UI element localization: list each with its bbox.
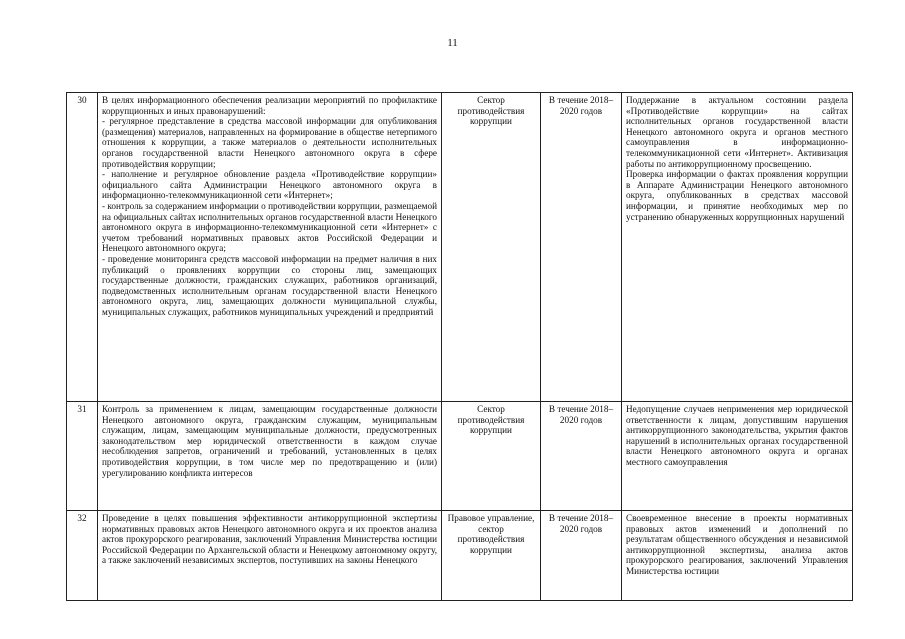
- result-text: Недопущение случаев неприменения мер юридической ответственности к лицам, допустившим нарушения антикоррупционного законодательства, укрытия фактов нарушений в исполнительных органах государственной власти Ненецкого автономного округа и органах местного самоуправления: [626, 404, 848, 467]
- deadline: В течение 2018–2020 годов: [541, 93, 622, 402]
- deadline: В течение 2018–2020 годов: [541, 402, 622, 511]
- event-description: [98, 402, 442, 511]
- table-row: [67, 93, 853, 402]
- expected-result: [622, 402, 853, 511]
- event-text: В целях информационного обеспечения реализации мероприятий по профилактике коррупционных и иных правонарушений: - регулярное представление в средства массовой информации для опубликования (размещения) материалов, направленных на формирование в обществе нетерпимого отношения к коррупции, а также материалов о деятельности исполнительных органов государственной власти Ненецкого автономного округа в сфере противодействия коррупции; - наполнение и регулярное обновление раздела «Противодействие коррупции» официального сайта Администрации Ненецкого автономного округа в информационно-телекоммуникационной сети «Интернет»; - контроль за содержанием информации о противодействии коррупции, размещаемой на официальных сайтах исполнительных органов государственной власти Ненецкого автономного округа в информационно-телекоммуникационной сети «Интернет» с учетом требований нормативных правовых актов Российской Федерации и Ненецкого автономного округа; - проведение мониторинга средств массовой информации на предмет наличия в них публикаций о проявлениях коррупции со стороны лиц, замещающих государственные должности, гражданских служащих, работников организаций, подведомственных исполнительным органам государственной власти Ненецкого автономного округа, лиц, замещающих должности муниципальной службы, муниципальных служащих, работников муниципальных учреждений и предприятий: [102, 95, 437, 317]
- table-row: [67, 511, 853, 601]
- row-number: 32: [67, 511, 98, 601]
- measures-table: [66, 92, 853, 601]
- deadline: В течение 2018–2020 годов: [541, 511, 622, 601]
- executor: Сектор противодействия коррупции: [442, 402, 541, 511]
- result-text: Своевременное внесение в проекты нормативных правовых актов изменений и дополнений по результатам общественного обсуждения и независимой антикоррупционной экспертизы, анализа актов прокурорского реагирования, заключений Управления Министерства юстиции: [626, 513, 848, 576]
- event-text: Проведение в целях повышения эффективности антикоррупционной экспертизы нормативных правовых актов Ненецкого автономного округа и их проектов анализа актов прокурорского реагирования, заключений Управления Министерства юстиции Российской Федерации по Архангельской области и Ненецкому автономному округу, а также заключений независимых экспертов, поступивших на законы Ненецкого: [102, 513, 437, 566]
- table-row: [67, 402, 853, 511]
- row-number: 31: [67, 402, 98, 511]
- executor: Правовое управление, сектор противодействия коррупции: [442, 511, 541, 601]
- row-number: 30: [67, 93, 98, 402]
- expected-result: [622, 511, 853, 601]
- event-description: [98, 511, 442, 601]
- result-text: Поддержание в актуальном состоянии раздела «Противодействие коррупции» на сайтах исполнительных органов государственной власти Ненецкого автономного округа и органов местного самоуправления в информационно-телекоммуникационной сети «Интернет». Активизация работы по антикоррупционному просвещению. Проверка информации о фактах проявления коррупции в Аппарате Администрации Ненецкого автономного округа, опубликованных в средствах массовой информации, и принятие необходимых мер по устранению обнаруженных коррупционных нарушений: [626, 95, 848, 222]
- event-description: [98, 93, 442, 402]
- executor: Сектор противодействия коррупции: [442, 93, 541, 402]
- expected-result: [622, 93, 853, 402]
- event-text: Контроль за применением к лицам, замещающим государственные должности Ненецкого автономного округа, гражданским служащим, муниципальным служащим, лицам, замещающим муниципальные должности, предусмотренных законодательством мер юридической ответственности в каждом случае несоблюдения запретов, ограничений и требований, установленных в целях противодействия коррупции, в том числе мер по предотвращению и (или) урегулированию конфликта интересов: [102, 404, 437, 478]
- page-number: 11: [447, 37, 458, 49]
